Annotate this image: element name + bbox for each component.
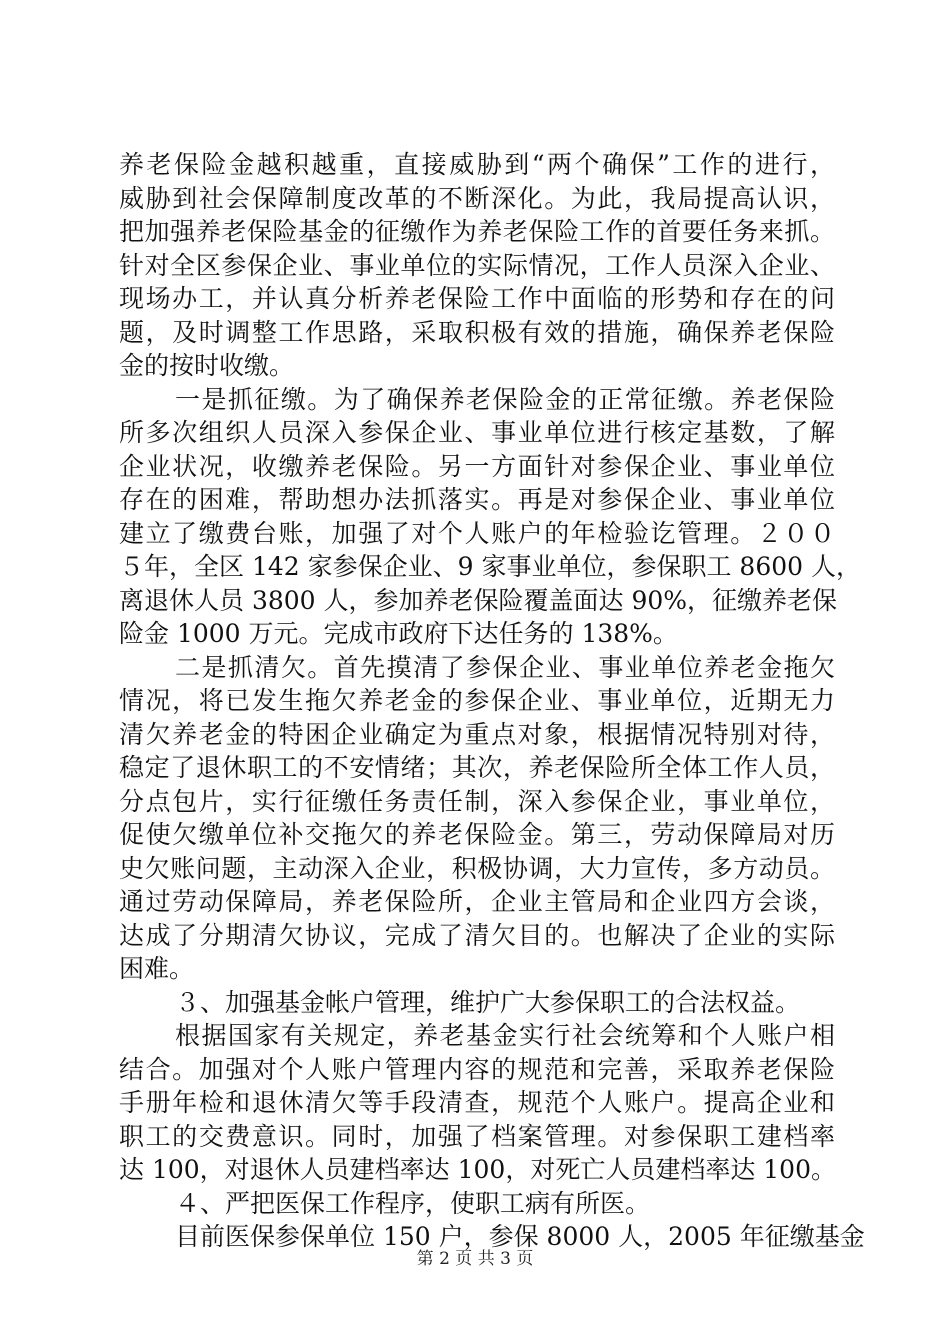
text-line: 题，及时调整工作思路，采取积极有效的措施，确保养老保险: [119, 317, 835, 347]
text-line: 所多次组织人员深入参保企业、事业单位进行核定基数，了解: [119, 418, 835, 447]
text-line: 把加强养老保险基金的征缴作为养老保险工作的首要任务来抓。: [119, 217, 835, 246]
text-line: 离退休人员 3800 人，参加养老保险覆盖面达 90%，征缴养老保: [119, 585, 838, 615]
text-line: 情况，将已发生拖欠养老金的参保企业、事业单位，近期无力: [119, 686, 835, 715]
document-body: [119, 148, 865, 1254]
text-line: 威胁到社会保障制度改革的不断深化。为此，我局提高认识，: [119, 183, 835, 213]
text-line: 手册年检和退休清欠等手段清查，规范个人账户。提高企业和: [119, 1088, 835, 1117]
text-line: 促使欠缴单位补交拖欠的养老保险金。第三，劳动保障局对历: [119, 820, 835, 849]
page-number-footer: 第 2 页 共 3 页: [416, 1249, 534, 1269]
text-line: 目前医保参保单位 150 户，参保 8000 人，2005 年征缴基金: [175, 1222, 865, 1251]
text-line: 稳定了退休职工的不安情绪；其次，养老保险所全体工作人员，: [119, 753, 835, 782]
text-line: 分点包片，实行征缴任务责任制，深入参保企业，事业单位，: [119, 786, 835, 816]
text-line: 职工的交费意识。同时，加强了档案管理。对参保职工建档率: [119, 1121, 835, 1151]
text-line: 企业状况，收缴养老保险。另一方面针对参保企业、事业单位: [119, 451, 835, 481]
text-line: ４、严把医保工作程序，使职工病有所医。: [175, 1188, 651, 1218]
text-line: 结合。加强对个人账户管理内容的规范和完善，采取养老保险: [119, 1054, 835, 1084]
text-line: 险金 1000 万元。完成市政府下达任务的 138%。: [119, 619, 678, 648]
text-line: 一是抓征缴。为了确保养老保险金的正常征缴。养老保险: [175, 384, 835, 414]
text-line: 针对全区参保企业、事业单位的实际情况，工作人员深入企业、: [119, 250, 835, 280]
text-line: 困难。: [119, 954, 195, 983]
text-line: 通过劳动保障局，养老保险所，企业主管局和企业四方会谈，: [119, 887, 835, 916]
text-line: 根据国家有关规定，养老基金实行社会统筹和个人账户相: [175, 1021, 835, 1050]
text-line: 存在的困难，帮助想办法抓落实。再是对参保企业、事业单位: [119, 485, 835, 514]
text-line: ５年，全区 142 家参保企业、9 家事业单位，参保职工 8600 人，: [119, 552, 861, 581]
text-line: 二是抓清欠。首先摸清了参保企业、事业单位养老金拖欠: [175, 652, 835, 682]
text-line: 养老保险金越积越重，直接威胁到“两个确保”工作的进行，: [119, 150, 835, 179]
text-line: 史欠账问题，主动深入企业，积极协调，大力宣传，多方动员。: [119, 853, 835, 883]
text-line: 金的按时收缴。: [119, 351, 295, 380]
text-line: 建立了缴费台账，加强了对个人账户的年检验讫管理。２００: [119, 518, 835, 548]
text-line: 清欠养老金的特困企业确定为重点对象，根据情况特别对待，: [119, 719, 835, 749]
text-line: 达 100，对退休人员建档率达 100，对死亡人员建档率达 100。: [119, 1155, 836, 1184]
text-line: ３、加强基金帐户管理，维护广大参保职工的合法权益。: [175, 987, 801, 1017]
text-line: 现场办工，并认真分析养老保险工作中面临的形势和存在的问: [119, 284, 835, 313]
text-line: 达成了分期清欠协议，完成了清欠目的。也解决了企业的实际: [119, 920, 835, 950]
